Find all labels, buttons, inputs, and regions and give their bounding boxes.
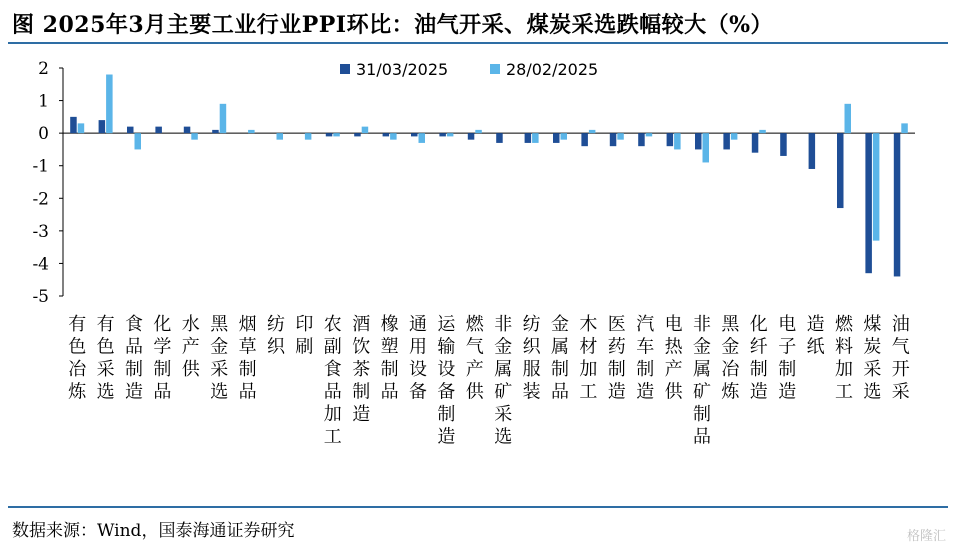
bar-series1 bbox=[326, 133, 333, 136]
bar-series2 bbox=[475, 130, 482, 133]
bar-series1 bbox=[752, 133, 759, 153]
bar-series1 bbox=[809, 133, 816, 169]
y-tick-label: 2 bbox=[38, 59, 49, 79]
x-category-label: 煤炭采选 bbox=[863, 314, 882, 403]
bar-series1 bbox=[723, 133, 730, 149]
bar-series1 bbox=[99, 120, 106, 133]
bar-series1 bbox=[553, 133, 560, 143]
x-category-label: 烟草制品 bbox=[238, 314, 257, 403]
bar-series2 bbox=[703, 133, 710, 162]
bar-series2 bbox=[646, 133, 653, 136]
x-category-label: 有色冶炼 bbox=[68, 314, 87, 403]
y-tick-label: -5 bbox=[32, 287, 49, 307]
y-tick-label: 1 bbox=[38, 91, 49, 112]
x-category-label: 农副食品加工 bbox=[323, 314, 342, 448]
y-tick-label: -4 bbox=[32, 254, 49, 275]
bar-series1 bbox=[695, 133, 702, 149]
x-category-label: 化学制品 bbox=[153, 314, 172, 403]
bar-series2 bbox=[220, 104, 227, 133]
bar-series2 bbox=[135, 133, 142, 149]
x-category-label: 酒饮茶制造 bbox=[352, 314, 371, 425]
bar-series1 bbox=[667, 133, 674, 146]
x-category-label: 橡塑制品 bbox=[380, 314, 399, 403]
chart-title: 图 2025年3月主要工业行业PPI环比：油气开采、煤炭采选跌幅较大（%） bbox=[12, 12, 773, 38]
y-tick-label: -3 bbox=[32, 221, 49, 242]
bar-series2 bbox=[277, 133, 284, 140]
x-category-label: 非金属矿制品 bbox=[693, 314, 711, 448]
x-category-label: 化纤制造 bbox=[749, 314, 768, 403]
bar-series1 bbox=[70, 117, 77, 133]
x-category-label: 非金属矿采选 bbox=[494, 314, 513, 448]
x-category-label: 纺织 bbox=[267, 314, 285, 358]
bar-series1 bbox=[837, 133, 844, 208]
bottom-rule bbox=[8, 506, 948, 508]
bar-series2 bbox=[106, 75, 113, 134]
bar-series1 bbox=[780, 133, 787, 156]
bar-series2 bbox=[873, 133, 880, 240]
bar-series2 bbox=[759, 130, 766, 133]
legend-label-series1: 31/03/2025 bbox=[356, 60, 449, 79]
bar-series2 bbox=[447, 133, 454, 136]
bar-series1 bbox=[127, 127, 134, 134]
bar-series2 bbox=[589, 130, 596, 133]
bar-series1 bbox=[638, 133, 645, 146]
y-tick-label: 0 bbox=[38, 124, 49, 145]
bar-series2 bbox=[901, 123, 908, 133]
bar-series1 bbox=[383, 133, 390, 136]
x-category-label: 燃料加工 bbox=[835, 314, 853, 403]
bar-series2 bbox=[617, 133, 624, 140]
source-note: 数据来源：Wind，国泰海通证券研究 bbox=[12, 521, 295, 541]
bar-series1 bbox=[525, 133, 532, 143]
bar-series2 bbox=[248, 130, 255, 133]
x-category-label: 水产供 bbox=[181, 314, 200, 380]
x-category-label: 金属制品 bbox=[551, 314, 569, 403]
bar-series2 bbox=[78, 123, 85, 133]
x-category-label: 医药制造 bbox=[607, 314, 626, 403]
bar-series1 bbox=[894, 133, 901, 276]
y-tick-label: -1 bbox=[32, 156, 49, 177]
legend-swatch-series2 bbox=[490, 64, 500, 74]
bar-series1 bbox=[155, 127, 162, 134]
bar-series1 bbox=[184, 127, 191, 134]
x-category-label: 汽车制造 bbox=[636, 314, 655, 403]
y-tick-label: -2 bbox=[32, 189, 49, 210]
x-category-label: 电热产供 bbox=[664, 314, 683, 403]
bar-series1 bbox=[212, 130, 219, 133]
bar-series1 bbox=[865, 133, 872, 273]
bar-series1 bbox=[468, 133, 475, 140]
bar-series1 bbox=[496, 133, 503, 143]
bar-series2 bbox=[731, 133, 738, 140]
bar-series2 bbox=[333, 133, 340, 136]
x-category-label: 燃气产供 bbox=[465, 314, 484, 403]
bar-series2 bbox=[305, 133, 312, 140]
x-category-label: 造纸 bbox=[806, 314, 825, 358]
x-category-label: 黑金冶炼 bbox=[721, 314, 740, 403]
bar-series2 bbox=[561, 133, 568, 140]
bar-series1 bbox=[581, 133, 588, 146]
x-category-label: 印刷 bbox=[295, 314, 314, 358]
x-category-label: 有色采选 bbox=[96, 314, 115, 403]
bar-series1 bbox=[610, 133, 617, 146]
x-category-label: 通用设备 bbox=[409, 314, 427, 403]
bar-series2 bbox=[674, 133, 681, 149]
x-category-label: 电子制造 bbox=[778, 314, 797, 403]
bar-series1 bbox=[411, 133, 418, 136]
legend-label-series2: 28/02/2025 bbox=[506, 60, 599, 79]
bar-series2 bbox=[390, 133, 397, 140]
bar-series1 bbox=[354, 133, 361, 136]
x-category-label: 食品制造 bbox=[125, 314, 143, 403]
x-category-label: 木材加工 bbox=[579, 314, 598, 403]
x-category-label: 纺织服装 bbox=[522, 314, 541, 403]
bar-series2 bbox=[532, 133, 539, 143]
bar-series2 bbox=[845, 104, 852, 133]
bar-series2 bbox=[362, 127, 369, 134]
watermark-logo: 格隆汇 bbox=[906, 529, 946, 544]
x-category-label: 黑金采选 bbox=[210, 314, 229, 403]
bar-series2 bbox=[419, 133, 426, 143]
bar-series1 bbox=[439, 133, 446, 136]
bar-series2 bbox=[191, 133, 198, 140]
legend-swatch-series1 bbox=[340, 64, 350, 74]
x-category-label: 油气开采 bbox=[891, 314, 910, 403]
x-category-label: 运输设备制造 bbox=[437, 314, 456, 448]
